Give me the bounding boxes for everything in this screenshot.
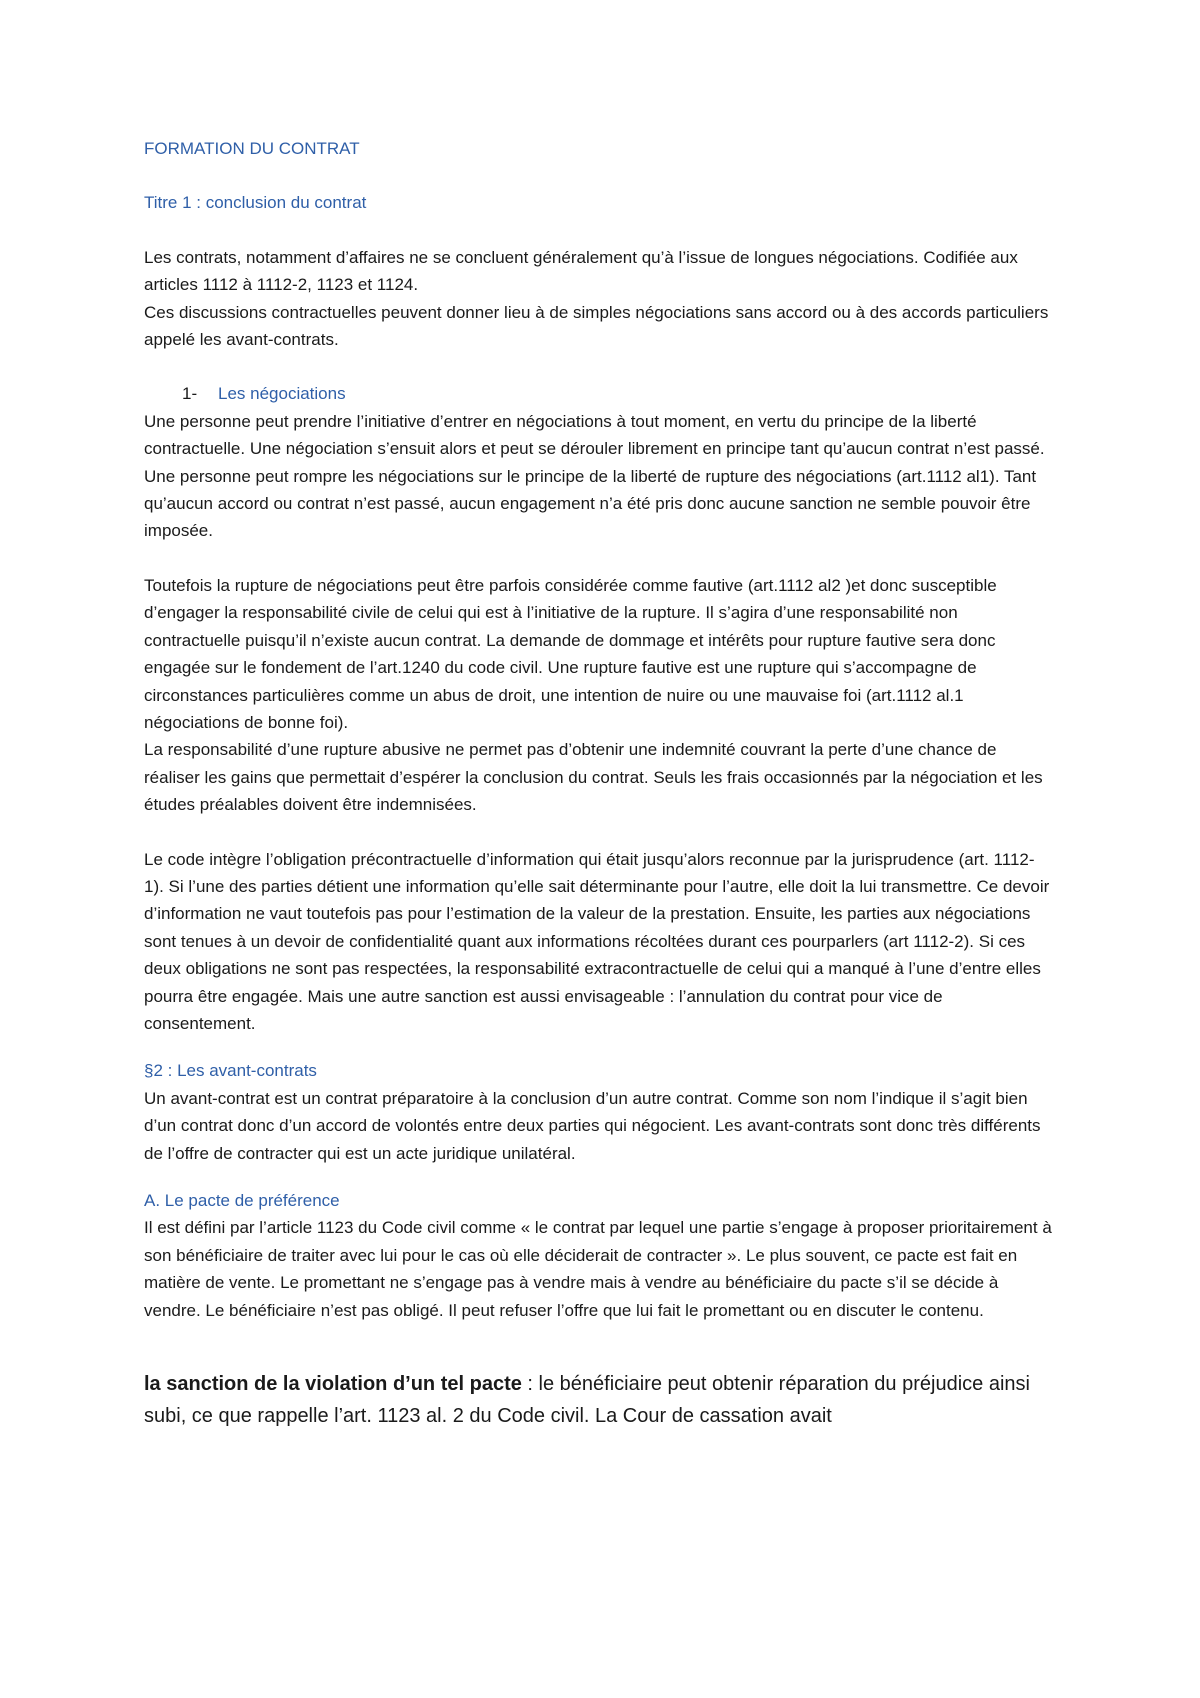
spacer — [144, 1167, 1054, 1187]
section-1-paragraph-5: Le code intègre l’obligation précontractuelle d’information qui était jusqu’alors reconnue par la jurisprudence (art. 1112-1). Si l’une des parties détient une information qu’elle sait déterminante pour l’autre, elle doit la lui transmettre. Ce devoir d’information ne vaut toutefois pas pour l’estimation de la valeur de la prestation. Ensuite, les parties aux négociations sont tenues à un devoir de confidentialité quant aux informations récoltées durant ces pourparlers (art 1112-2). Si ces deux obligations ne sont pas respectées, la responsabilité extracontractuelle de celui qui a manqué à l’une d’entre elles pourra être engagée. Mais une autre sanction est aussi envisageable : l’annulation du contrat pour vice de consentement. — [144, 849, 1050, 1033]
section-1-paragraph-4: La responsabilité d’une rupture abusive ne permet pas d’obtenir une indemnité couvrant la perte d’une chance de réaliser les gains que permettait d’espérer la conclusion du contrat. Seuls les frais occasionnés par la négociation et les études préalables doivent être indemnisées. — [144, 740, 1043, 815]
sanction-paragraph — [144, 1368, 1054, 1432]
section-1-paragraph-3: Toutefois la rupture de négociations peut être parfois considérée comme fautive (art.1112 al2 )et donc susceptible d’engager la responsabilité civile de celui qui est à l’initiative de la rupture. Il s’agira d’une responsabilité non contractuelle puisqu’il n’existe aucun contrat. La demande de dommage et intérêts pour rupture fautive sera donc engagée sur le fondement de l’art.1240 du code civil. Une rupture fautive est une rupture qui s’accompagne de circonstances particulières comme un abus de droit, une intention de nuire ou une mauvaise foi (art.1112 al.1 négociations de bonne foi). — [144, 575, 997, 732]
titre-1-heading: Titre 1 : conclusion du contrat — [144, 193, 367, 213]
section-1-heading — [144, 380, 1054, 407]
section-2-heading: §2 : Les avant-contrats — [144, 1061, 317, 1081]
section-a-paragraph-1: Il est défini par l’article 1123 du Code civil comme « le contrat par lequel une partie s’engage à proposer prioritairement à son bénéficiaire de traiter avec lui pour le cas où elle déciderait de contracter ». Le plus souvent, ce pacte est fait en matière de vente. Le promettant ne s’engage pas à vendre mais à vendre au bénéficiaire du pacte s’il se décide à vendre. Le bénéficiaire n’est pas obligé. Il peut refuser l’offre que lui fait le promettant ou en discuter le contenu. — [144, 1218, 1052, 1320]
document-page — [144, 135, 1054, 1432]
spacer — [144, 819, 1054, 846]
spacer — [144, 545, 1054, 572]
spacer — [144, 353, 1054, 380]
spacer — [144, 1037, 1054, 1057]
sanction-text: : le bénéficiaire peut obtenir réparation du préjudice ainsi subi, ce que rappelle l’art. 1123 al. 2 du Code civil. La Cour de cassation avait — [144, 1373, 1030, 1428]
sanction-lead: la sanction de la violation d’un tel pacte — [144, 1373, 522, 1396]
document-title: FORMATION DU CONTRAT — [144, 139, 360, 158]
section-a-heading: A. Le pacte de préférence — [144, 1191, 340, 1210]
section-1-paragraph-1: Une personne peut prendre l’initiative d’entrer en négociations à tout moment, en vertu du principe de la liberté contractuelle. Une négociation s’ensuit alors et peut se dérouler librement en principe tant qu’aucun contrat n’est passé. — [144, 411, 1045, 459]
section-1-title: Les négociations — [218, 384, 346, 404]
section-1-number: 1- — [182, 384, 198, 404]
intro-paragraph-1: Les contrats, notamment d’affaires ne se concluent généralement qu’à l’issue de longues négociations. Codifiée aux articles 1112 à 1112-2, 1123 et 1124. — [144, 247, 1018, 295]
section-1-paragraph-2: Une personne peut rompre les négociations sur le principe de la liberté de rupture des négociations (art.1112 al1). Tant qu’aucun accord ou contrat n’est passé, aucun engagement n’a été pris donc aucune sanction ne semble pouvoir être imposée. — [144, 466, 1037, 541]
intro-paragraph-2: Ces discussions contractuelles peuvent donner lieu à de simples négociations sans accord ou à des accords particuliers appelé les avant-contrats. — [144, 302, 1049, 350]
section-2-paragraph-1: Un avant-contrat est un contrat préparatoire à la conclusion d’un autre contrat. Comme son nom l’indique il s’agit bien d’un contrat donc d’un accord de volontés entre deux parties qui négocient. Les avant-contrats sont donc très différents de l’offre de contracter qui est un acte juridique unilatéral. — [144, 1088, 1041, 1163]
spacer — [144, 1324, 1054, 1360]
